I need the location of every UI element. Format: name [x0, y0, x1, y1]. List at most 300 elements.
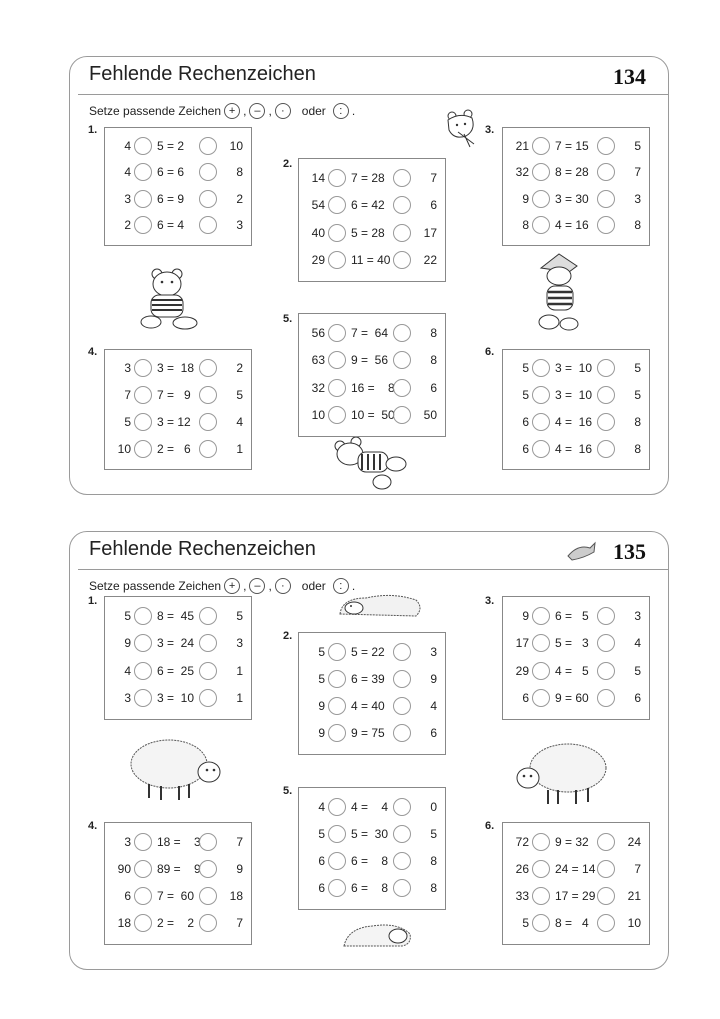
operator-blank-circle[interactable]: [134, 440, 152, 458]
operator-blank-circle[interactable]: [199, 914, 217, 932]
first-operand: 6: [522, 441, 529, 456]
operator-blank-circle[interactable]: [393, 406, 411, 424]
first-operand: 14: [311, 170, 325, 185]
last-operand: 21: [627, 889, 641, 904]
first-operand: 3: [124, 191, 131, 206]
equation-middle: 7 = 28: [351, 170, 385, 185]
exercise-label: 4.: [88, 820, 98, 832]
operator-blank-circle[interactable]: [393, 724, 411, 742]
last-operand: 6: [430, 380, 437, 395]
operator-blank-circle[interactable]: [597, 689, 615, 707]
fish-icon: [566, 540, 596, 567]
operator-blank-circle[interactable]: [532, 440, 550, 458]
equation-row: [299, 878, 445, 900]
operator-blank-circle[interactable]: [597, 607, 615, 625]
equation-row: [503, 439, 649, 461]
equation-row: [105, 215, 251, 237]
operator-blank-circle[interactable]: [199, 662, 217, 680]
equation-middle: 7 = 64: [351, 325, 389, 340]
sheep-icon: [512, 738, 608, 813]
operator-blank-circle[interactable]: [134, 413, 152, 431]
exercise-label: 3.: [485, 124, 495, 136]
first-operand: 18: [117, 916, 131, 931]
first-operand: 9: [522, 608, 529, 623]
equation-middle: 9 = 75: [351, 726, 385, 741]
operator-blank-circle[interactable]: [597, 190, 615, 208]
first-operand: 72: [515, 834, 529, 849]
operator-blank-circle[interactable]: [134, 216, 152, 234]
operator-blank-circle[interactable]: [199, 634, 217, 652]
operator-blank-circle[interactable]: [328, 351, 346, 369]
operator-blank-circle[interactable]: [328, 196, 346, 214]
last-operand: 4: [634, 636, 641, 651]
operator-blank-circle[interactable]: [393, 825, 411, 843]
operator-blank-circle[interactable]: [134, 634, 152, 652]
equation-middle: 4 = 5: [555, 663, 589, 678]
bear-head-icon: [444, 110, 478, 153]
oder-text: oder: [301, 104, 326, 118]
last-operand: 8: [236, 165, 243, 180]
operator-blank-circle[interactable]: [532, 359, 550, 377]
last-operand: 5: [236, 608, 243, 623]
equation-middle: 8 = 28: [555, 165, 589, 180]
first-operand: 26: [515, 861, 529, 876]
equation-middle: 8 = 45: [157, 608, 195, 623]
operator-blank-circle[interactable]: [393, 379, 411, 397]
operator-blank-circle[interactable]: [134, 914, 152, 932]
equation-row: [299, 669, 445, 691]
first-operand: 9: [318, 726, 325, 741]
equation-row: [503, 385, 649, 407]
first-operand: 2: [124, 217, 131, 232]
equation-middle: 89 = 9: [157, 861, 201, 876]
operator-blank-circle[interactable]: [199, 190, 217, 208]
equation-middle: 5 = 3: [555, 636, 589, 651]
first-operand: 4: [124, 139, 131, 154]
page-number: 135: [613, 539, 646, 564]
last-operand: 8: [430, 854, 437, 869]
first-operand: 4: [318, 799, 325, 814]
equation-row: [299, 323, 445, 345]
operator-blank-circle[interactable]: [328, 643, 346, 661]
operator-blank-circle[interactable]: [597, 386, 615, 404]
operator-blank-circle[interactable]: [328, 406, 346, 424]
last-operand: 7: [634, 165, 641, 180]
equation-middle: 16 = 8: [351, 380, 395, 395]
operator-blank-circle[interactable]: [328, 697, 346, 715]
operator-blank-circle[interactable]: [134, 833, 152, 851]
first-operand: 6: [124, 889, 131, 904]
last-operand: 22: [423, 253, 437, 268]
first-operand: 4: [124, 663, 131, 678]
exercise-label: 4.: [88, 346, 98, 358]
first-operand: 9: [318, 699, 325, 714]
first-operand: 6: [522, 414, 529, 429]
exercise-box: [298, 787, 446, 910]
equation-middle: 5 = 28: [351, 225, 385, 240]
operator-blank-circle[interactable]: [199, 386, 217, 404]
operator-blank-circle[interactable]: [393, 670, 411, 688]
equation-middle: 7 = 9: [157, 388, 191, 403]
equation-middle: 6 = 42: [351, 198, 385, 213]
operator-blank-circle[interactable]: [532, 887, 550, 905]
instruction-dot: .: [351, 579, 356, 593]
operator-blank-circle[interactable]: [597, 662, 615, 680]
operator-blank-circle[interactable]: [328, 224, 346, 242]
equation-row: [299, 696, 445, 718]
equation-middle: 6 = 8: [351, 854, 389, 869]
equation-middle: 3 = 18: [157, 361, 195, 376]
operator-blank-circle[interactable]: [597, 887, 615, 905]
equation-row: [105, 136, 251, 158]
equation-row: [299, 168, 445, 190]
equation-row: [299, 250, 445, 272]
equation-row: [105, 859, 251, 881]
equation-middle: 6 = 6: [157, 165, 185, 180]
first-operand: 10: [311, 408, 325, 423]
exercise-box: [104, 127, 252, 246]
teddy-bear-icon: [135, 268, 203, 337]
operator-blank-circle[interactable]: [393, 351, 411, 369]
operator-blank-circle[interactable]: [134, 860, 152, 878]
operator-blank-circle[interactable]: [328, 879, 346, 897]
first-operand: 6: [318, 881, 325, 896]
first-operand: 29: [311, 253, 325, 268]
first-operand: 3: [124, 361, 131, 376]
equation-middle: 3 = 10: [555, 388, 593, 403]
exercise-box: [502, 596, 650, 720]
equation-row: [299, 378, 445, 400]
equation-middle: 4 = 16: [555, 414, 593, 429]
equation-row: [503, 162, 649, 184]
equation-row: [105, 606, 251, 628]
equation-row: [105, 412, 251, 434]
first-operand: 5: [318, 644, 325, 659]
times-symbol: ·: [275, 103, 291, 119]
operator-blank-circle[interactable]: [532, 662, 550, 680]
operator-blank-circle[interactable]: [597, 413, 615, 431]
lying-sheep-icon: [336, 592, 424, 625]
operator-blank-circle[interactable]: [393, 169, 411, 187]
operator-blank-circle[interactable]: [393, 879, 411, 897]
last-operand: 3: [634, 608, 641, 623]
operator-blank-circle[interactable]: [199, 163, 217, 181]
equation-middle: 10 = 50: [351, 408, 395, 423]
instruction-line: Setze passende Zeichen + , – , · oder : .: [89, 104, 356, 118]
equation-middle: 4 = 4: [351, 799, 389, 814]
equation-middle: 2 = 6: [157, 441, 191, 456]
equation-middle: 3 = 24: [157, 636, 195, 651]
instruction-text: Setze passende Zeichen: [89, 579, 222, 593]
operator-blank-circle[interactable]: [328, 724, 346, 742]
equation-middle: 4 = 40: [351, 699, 385, 714]
exercise-label: 3.: [485, 595, 495, 607]
operator-blank-circle[interactable]: [134, 662, 152, 680]
last-operand: 50: [423, 408, 437, 423]
plus-symbol: +: [224, 103, 240, 119]
first-operand: 5: [124, 414, 131, 429]
operator-blank-circle[interactable]: [597, 359, 615, 377]
last-operand: 5: [430, 826, 437, 841]
operator-blank-circle[interactable]: [532, 413, 550, 431]
first-operand: 9: [124, 636, 131, 651]
sheep-icon: [127, 734, 223, 809]
first-operand: 4: [124, 165, 131, 180]
last-operand: 8: [634, 441, 641, 456]
operator-blank-circle[interactable]: [328, 169, 346, 187]
first-operand: 9: [522, 191, 529, 206]
last-operand: 6: [634, 691, 641, 706]
operator-blank-circle[interactable]: [199, 359, 217, 377]
last-operand: 3: [430, 644, 437, 659]
divide-symbol: :: [333, 578, 349, 594]
first-operand: 54: [311, 198, 325, 213]
last-operand: 5: [634, 361, 641, 376]
operator-blank-circle[interactable]: [199, 440, 217, 458]
last-operand: 8: [430, 881, 437, 896]
exercise-label: 1.: [88, 124, 98, 136]
first-operand: 33: [515, 889, 529, 904]
last-operand: 8: [634, 217, 641, 232]
equation-row: [299, 223, 445, 245]
equation-middle: 17 = 29: [555, 889, 596, 904]
equation-middle: 6 = 8: [351, 881, 389, 896]
first-operand: 40: [311, 225, 325, 240]
last-operand: 2: [236, 361, 243, 376]
equation-row: [299, 195, 445, 217]
equation-middle: 9 = 32: [555, 834, 589, 849]
title-divider: [78, 569, 668, 570]
first-operand: 10: [117, 441, 131, 456]
equation-row: [105, 162, 251, 184]
equation-middle: 5 = 22: [351, 644, 385, 659]
last-operand: 1: [236, 691, 243, 706]
operator-blank-circle[interactable]: [199, 833, 217, 851]
equation-middle: 24 = 14: [555, 861, 596, 876]
equation-middle: 9 = 60: [555, 691, 589, 706]
equation-middle: 11 = 40: [351, 253, 391, 268]
first-operand: 32: [311, 380, 325, 395]
plus-symbol: +: [224, 578, 240, 594]
operator-blank-circle[interactable]: [532, 833, 550, 851]
operator-blank-circle[interactable]: [393, 251, 411, 269]
operator-blank-circle[interactable]: [597, 216, 615, 234]
last-operand: 0: [430, 799, 437, 814]
first-operand: 56: [311, 325, 325, 340]
last-operand: 18: [229, 889, 243, 904]
first-operand: 32: [515, 165, 529, 180]
first-operand: 5: [318, 826, 325, 841]
last-operand: 5: [236, 388, 243, 403]
equation-middle: 3 = 30: [555, 191, 589, 206]
equation-row: [503, 412, 649, 434]
last-operand: 7: [236, 834, 243, 849]
equation-row: [299, 797, 445, 819]
lying-teddy-bear-icon: [330, 436, 412, 497]
last-operand: 5: [634, 139, 641, 154]
exercise-box: [104, 349, 252, 470]
last-operand: 9: [430, 671, 437, 686]
operator-blank-circle[interactable]: [597, 440, 615, 458]
equation-middle: 2 = 2: [157, 916, 195, 931]
operator-blank-circle[interactable]: [199, 216, 217, 234]
operator-blank-circle[interactable]: [393, 643, 411, 661]
equation-row: [299, 851, 445, 873]
operator-blank-circle[interactable]: [597, 833, 615, 851]
exercise-box: [502, 349, 650, 470]
operator-blank-circle[interactable]: [134, 137, 152, 155]
exercise-label: 5.: [283, 313, 293, 325]
operator-blank-circle[interactable]: [532, 137, 550, 155]
equation-row: [105, 633, 251, 655]
equation-middle: 4 = 16: [555, 441, 593, 456]
divide-symbol: :: [333, 103, 349, 119]
equation-row: [105, 385, 251, 407]
equation-row: [503, 215, 649, 237]
equation-middle: 8 = 4: [555, 916, 589, 931]
operator-blank-circle[interactable]: [134, 689, 152, 707]
operator-blank-circle[interactable]: [532, 386, 550, 404]
first-operand: 3: [124, 691, 131, 706]
exercise-label: 6.: [485, 820, 495, 832]
operator-blank-circle[interactable]: [597, 914, 615, 932]
equation-row: [105, 439, 251, 461]
operator-blank-circle[interactable]: [532, 860, 550, 878]
minus-symbol: –: [249, 578, 265, 594]
title-divider: [78, 94, 668, 95]
instruction-text: Setze passende Zeichen: [89, 104, 222, 118]
operator-blank-circle[interactable]: [134, 359, 152, 377]
last-operand: 4: [236, 414, 243, 429]
equation-row: [299, 405, 445, 427]
operator-blank-circle[interactable]: [328, 852, 346, 870]
equation-middle: 6 = 39: [351, 671, 385, 686]
operator-blank-circle[interactable]: [393, 224, 411, 242]
operator-blank-circle[interactable]: [393, 852, 411, 870]
equation-row: [503, 832, 649, 854]
operator-blank-circle[interactable]: [597, 634, 615, 652]
operator-blank-circle[interactable]: [393, 196, 411, 214]
instruction-dot: .: [351, 104, 356, 118]
last-operand: 5: [634, 663, 641, 678]
operator-blank-circle[interactable]: [199, 860, 217, 878]
first-operand: 3: [124, 834, 131, 849]
operator-blank-circle[interactable]: [134, 607, 152, 625]
last-operand: 8: [430, 325, 437, 340]
last-operand: 8: [430, 353, 437, 368]
equation-row: [503, 688, 649, 710]
operator-blank-circle[interactable]: [328, 379, 346, 397]
last-operand: 3: [236, 217, 243, 232]
operator-blank-circle[interactable]: [393, 324, 411, 342]
last-operand: 24: [627, 834, 641, 849]
first-operand: 63: [311, 353, 325, 368]
equation-row: [503, 358, 649, 380]
equation-middle: 9 = 56: [351, 353, 389, 368]
equation-row: [105, 661, 251, 683]
equation-middle: 3 = 10: [157, 691, 195, 706]
page-title: Fehlende Rechenzeichen: [89, 538, 316, 560]
operator-blank-circle[interactable]: [328, 324, 346, 342]
equation-row: [503, 913, 649, 935]
last-operand: 6: [430, 198, 437, 213]
first-operand: 8: [522, 217, 529, 232]
operator-blank-circle[interactable]: [199, 137, 217, 155]
operator-blank-circle[interactable]: [134, 386, 152, 404]
operator-blank-circle[interactable]: [393, 697, 411, 715]
operator-blank-circle[interactable]: [199, 887, 217, 905]
operator-blank-circle[interactable]: [532, 634, 550, 652]
operator-blank-circle[interactable]: [199, 607, 217, 625]
operator-blank-circle[interactable]: [597, 163, 615, 181]
last-operand: 2: [236, 191, 243, 206]
equation-middle: 3 = 10: [555, 361, 593, 376]
exercise-label: 2.: [283, 158, 293, 170]
operator-blank-circle[interactable]: [134, 163, 152, 181]
operator-blank-circle[interactable]: [597, 137, 615, 155]
last-operand: 1: [236, 663, 243, 678]
last-operand: 4: [430, 699, 437, 714]
operator-blank-circle[interactable]: [134, 190, 152, 208]
first-operand: 90: [117, 861, 131, 876]
last-operand: 5: [634, 388, 641, 403]
equation-row: [503, 606, 649, 628]
exercise-label: 1.: [88, 595, 98, 607]
operator-blank-circle[interactable]: [532, 216, 550, 234]
last-operand: 17: [423, 225, 437, 240]
operator-blank-circle[interactable]: [532, 190, 550, 208]
equation-row: [105, 358, 251, 380]
equation-middle: 7 = 15: [555, 139, 589, 154]
operator-blank-circle[interactable]: [328, 798, 346, 816]
operator-blank-circle[interactable]: [597, 860, 615, 878]
last-operand: 6: [430, 726, 437, 741]
first-operand: 5: [522, 388, 529, 403]
operator-blank-circle[interactable]: [328, 825, 346, 843]
equation-middle: 3 = 12: [157, 414, 191, 429]
first-operand: 17: [515, 636, 529, 651]
operator-blank-circle[interactable]: [328, 251, 346, 269]
exercise-box: [104, 596, 252, 720]
times-symbol: ·: [275, 578, 291, 594]
minus-symbol: –: [249, 103, 265, 119]
equation-row: [299, 824, 445, 846]
operator-blank-circle[interactable]: [532, 163, 550, 181]
last-operand: 7: [236, 916, 243, 931]
last-operand: 8: [634, 414, 641, 429]
first-operand: 5: [522, 361, 529, 376]
page-number: 134: [613, 64, 646, 89]
operator-blank-circle[interactable]: [199, 689, 217, 707]
operator-blank-circle[interactable]: [328, 670, 346, 688]
equation-row: [105, 189, 251, 211]
operator-blank-circle[interactable]: [532, 607, 550, 625]
operator-blank-circle[interactable]: [199, 413, 217, 431]
operator-blank-circle[interactable]: [393, 798, 411, 816]
exercise-label: 6.: [485, 346, 495, 358]
last-operand: 7: [634, 861, 641, 876]
first-operand: 5: [522, 916, 529, 931]
equation-middle: 7 = 60: [157, 889, 195, 904]
operator-blank-circle[interactable]: [134, 887, 152, 905]
last-operand: 3: [236, 636, 243, 651]
first-operand: 5: [318, 671, 325, 686]
exercise-box: [502, 822, 650, 945]
exercise-box: [298, 632, 446, 755]
operator-blank-circle[interactable]: [532, 914, 550, 932]
equation-row: [503, 886, 649, 908]
operator-blank-circle[interactable]: [532, 689, 550, 707]
